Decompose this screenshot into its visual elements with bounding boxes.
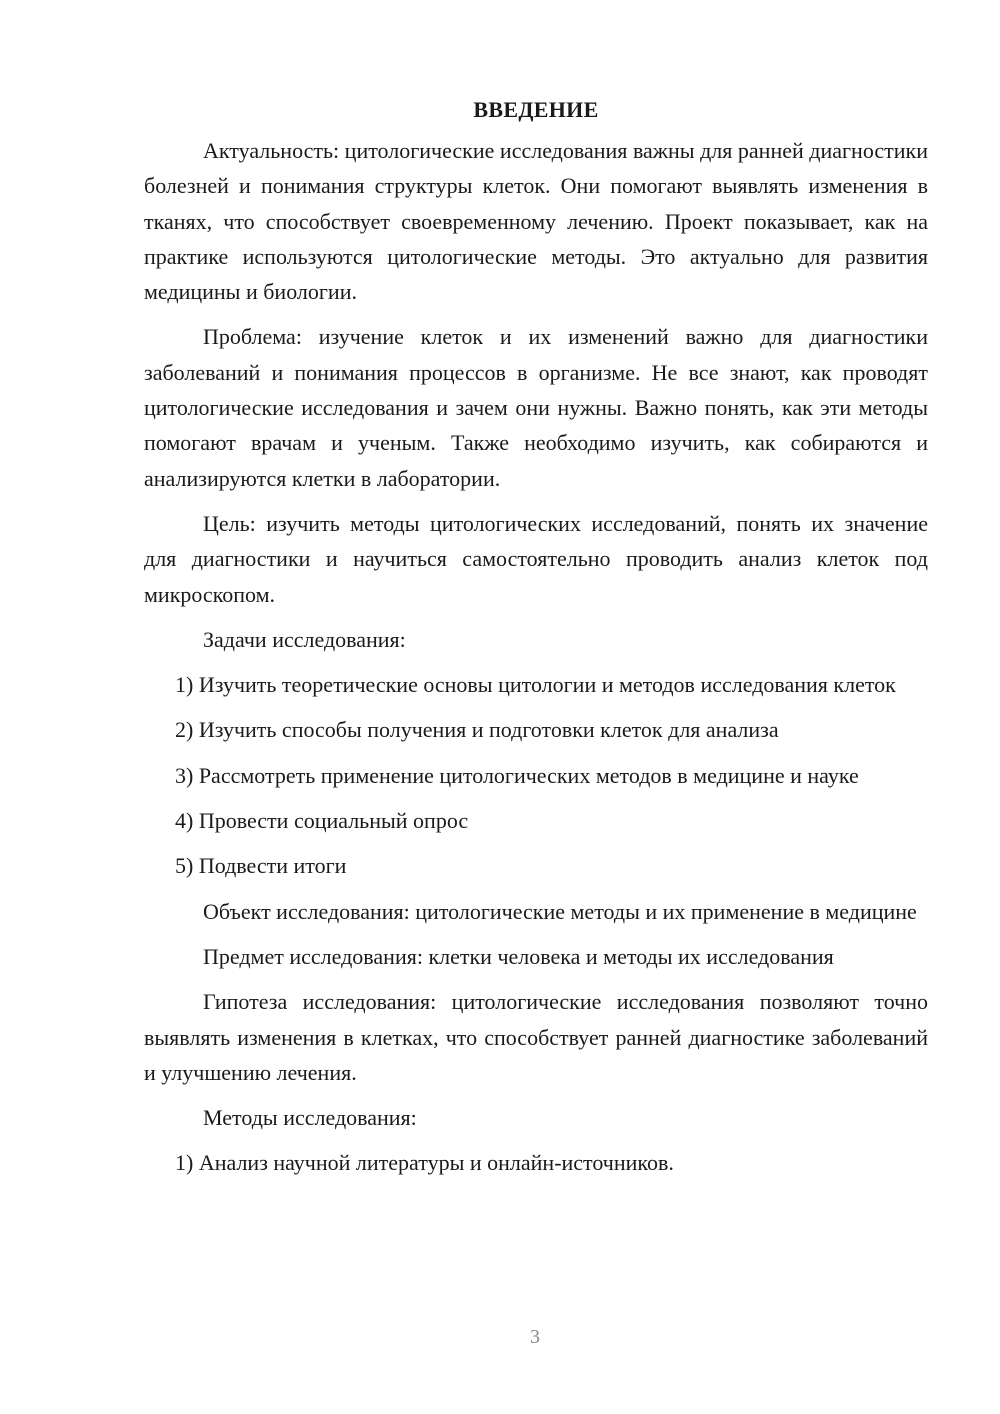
page-number: 3 — [530, 1326, 540, 1348]
paragraph-hypothesis: Гипотеза исследования: цитологические исследования позволяют точно выявлять изменения в клетках, что способствует ранней диагностике заболеваний и улучшению лечения. — [144, 989, 928, 1085]
paragraph-problem: Проблема: изучение клеток и их изменений важно для диагностики заболеваний и понимания процессов в организме. Не все знают, как проводят цитологические исследования и зачем они нужны. Важно понять, как эти методы помогают врачам и ученым. Также необходимо изучить, как собираются и анализируются клетки в лаборатории. — [144, 324, 928, 491]
paragraph-methods-heading: Методы исследования: — [203, 1105, 417, 1131]
task-item-1: 1) Изучить теоретические основы цитологии и методов исследования клеток — [175, 672, 896, 698]
task-item-4: 4) Провести социальный опрос — [175, 808, 469, 834]
task-item-5: 5) Подвести итоги — [175, 853, 347, 879]
task-item-3: 3) Рассмотреть применение цитологических методов в медицине и науке — [175, 762, 859, 788]
task-item-2: 2) Изучить способы получения и подготовки клеток для анализа — [175, 717, 779, 743]
page-content — [144, 92, 928, 1191]
section-heading: ВВЕДЕНИЕ — [473, 97, 599, 122]
paragraph-goal: Цель: изучить методы цитологических исследований, понять их значение для диагностики и научиться самостоятельно проводить анализ клеток под микроскопом. — [144, 510, 928, 607]
paragraph-subject: Предмет исследования: клетки человека и методы их исследования — [203, 943, 834, 969]
paragraph-object: Объект исследования: цитологические методы и их применение в медицине — [203, 898, 917, 924]
paragraph-relevance: Актуальность: цитологические исследования важны для ранней диагностики болезней и понимания структуры клеток. Они помогают выявлять изменения в тканях, что способствует своевременному лечению. Проект показывает, как на практике используются цитологические методы. Это актуально для развития медицины и биологии. — [144, 138, 928, 305]
paragraph-tasks-heading: Задачи исследования: — [203, 626, 406, 652]
method-item-1: 1) Анализ научной литературы и онлайн-источников. — [175, 1150, 674, 1176]
